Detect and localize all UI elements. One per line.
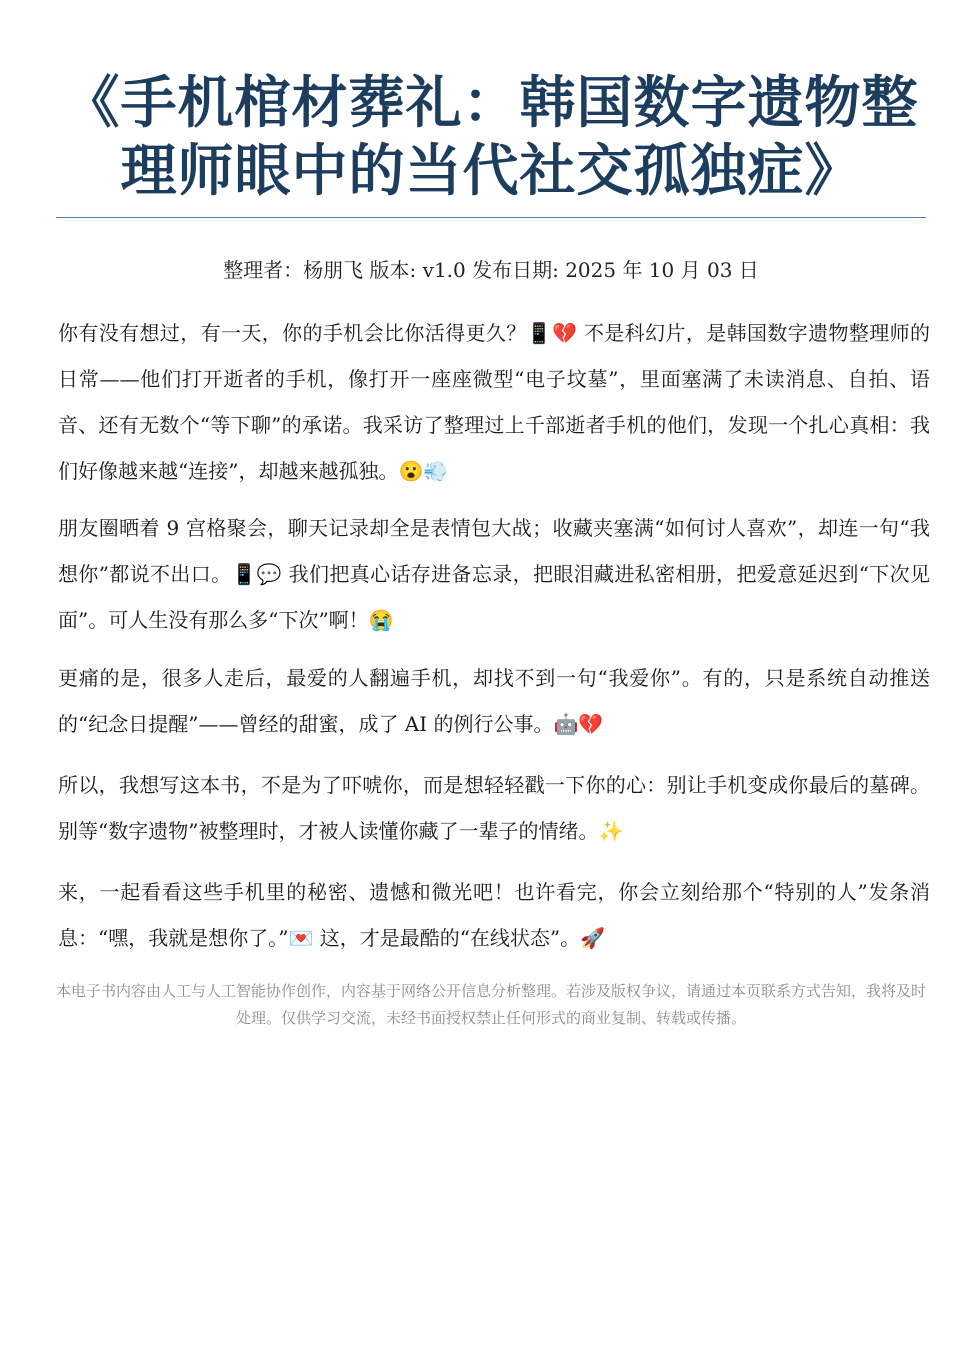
title-divider [56,217,926,218]
document-title: 《手机棺材葬礼：韩国数字遗物整理师眼中的当代社交孤独症》 [63,71,919,204]
intro-paragraph-4: 所以，我想写这本书，不是为了吓唬你，而是想轻轻戳一下你的心：别让手机变成你最后的墓碑。别等“数字遗物”被整理时，才被人读懂你藏了一辈子的情绪。✨ [58,773,930,843]
intro-paragraph-1: 你有没有想过，有一天，你的手机会比你活得更久？📱💔 不是科幻片，是韩国数字遗物整理师的日常——他们打开逝者的手机，像打开一座座微型“电子坟墓”，里面塞满了未读消息、自拍、语音、还有无数个“等下聊”的承诺。我采访了整理过上千部逝者手机的他们，发现一个扎心真相：我们好像越来越“连接”，却越来越孤独。😮💨 [58,321,930,483]
intro-paragraph-2: 朋友圈晒着 9 宫格聚会，聊天记录却全是表情包大战；收藏夹塞满“如何讨人喜欢”，却连一句“我想你”都说不出口。📱💬 我们把真心话存进备忘录，把眼泪藏进私密相册，把爱意延迟到“下次见面”。可人生没有那么多“下次”啊！😭 [58,516,930,632]
intro-paragraph-3: 更痛的是，很多人走后，最爱的人翻遍手机，却找不到一句“我爱你”。有的，只是系统自动推送的“纪念日提醒”——曾经的甜蜜，成了 AI 的例行公事。🤖💔 [58,666,930,736]
copyright-disclaimer: 本电子书内容由人工与人工智能协作创作，内容基于网络公开信息分析整理。若涉及版权争议，请通过本页联系方式告知，我将及时处理。仅供学习交流，未经书面授权禁止任何形式的商业复制、转载或传播。 [56,982,927,1027]
document-meta: 整理者：杨朋飞 版本: v1.0 发布日期: 2025 年 10 月 03 日 [223,258,759,282]
intro-paragraph-5: 来，一起看看这些手机里的秘密、遗憾和微光吧！也许看完，你会立刻给那个“特别的人”发条消息：“嘿，我就是想你了。”💌 这，才是最酷的“在线状态”。🚀 [58,880,930,950]
